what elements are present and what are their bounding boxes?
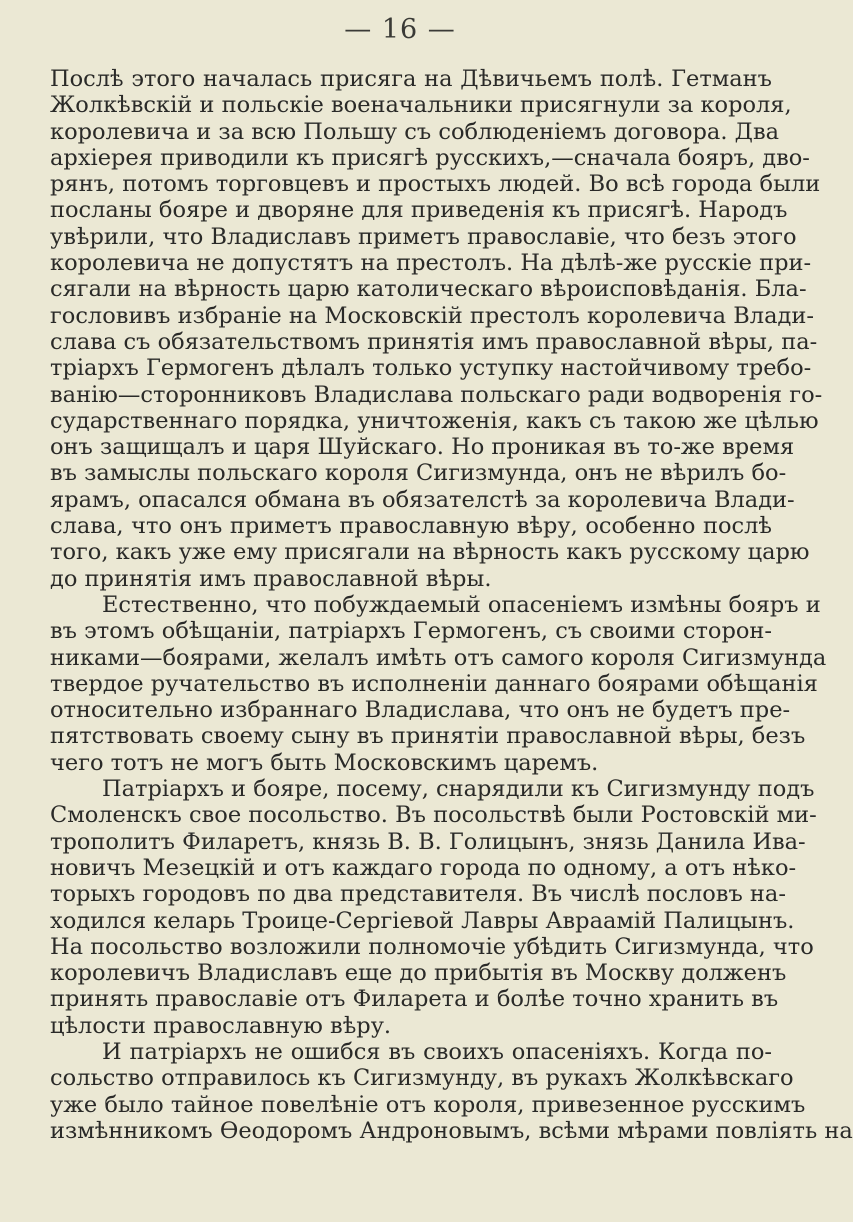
text-line: того, какъ уже ему присягали на вѣрность какъ русскому царю <box>50 539 810 566</box>
text-line: Смоленскъ свое посольство. Въ посольствѣ были Ростовскій ми- <box>50 802 817 829</box>
text-line: измѣнникомъ Ѳеодоромъ Андроновымъ, всѣми мѣрами повліять на <box>50 1117 853 1144</box>
text-line: Жолкѣвскій и польскіе военачальники присягнули за короля, <box>50 92 792 119</box>
text-line: На посольство возложили полномочіе убѣдить Сигизмунда, что <box>50 933 814 960</box>
text-line: онъ защищалъ и царя Шуйскаго. Но проникая въ то-же время <box>50 434 795 461</box>
text-line: Послѣ этого началась присяга на Дѣвичьемъ полѣ. Гетманъ <box>50 66 772 92</box>
text-line: увѣрили, что Владиславъ приметъ православіе, что безъ этого <box>50 223 797 250</box>
text-line: гословивъ избраніе на Московскій престолъ королевича Влади- <box>50 302 814 329</box>
text-line: новичъ Мезецкій и отъ каждаго города по одному, а отъ нѣко- <box>50 854 797 881</box>
page-number: — 16 — <box>344 14 456 45</box>
text-line: до принятія имъ православной вѣры. <box>50 565 492 592</box>
text-line: ходился келарь Троице-Сергіевой Лавры Авраамій Палицынъ. <box>50 907 795 934</box>
text-line: принять православіе отъ Филарета и болѣе точно хранить въ <box>50 986 779 1013</box>
paragraph <box>50 776 817 1039</box>
text-line: трополитъ Филаретъ, князь В. В. Голицынъ, знязь Данила Ива- <box>50 828 806 855</box>
text-line: архіерея приводили къ присягѣ русскихъ,—сначала бояръ, дво- <box>50 144 810 171</box>
text-line: посланы бояре и дворяне для приведенія къ присягѣ. Народъ <box>50 197 788 224</box>
text-line: твердое ручательство въ исполненіи даннаго боярами обѣщанія <box>50 670 818 697</box>
text-line: относительно избраннаго Владислава, что онъ не будетъ пре- <box>50 697 791 724</box>
paragraph <box>50 1038 853 1144</box>
text-line: торыхъ городовъ по два представителя. Въ числѣ пословъ на- <box>50 881 786 908</box>
text-line: королевича и за всю Польшу съ соблюденіемъ договора. Два <box>50 118 780 145</box>
text-line: цѣлости православную вѣру. <box>50 1012 392 1039</box>
text-line: ванію—сторонниковъ Владислава польскаго ради водворенія го- <box>50 381 823 408</box>
text-line: И патріархъ не ошибся въ своихъ опасеніяхъ. Когда по- <box>102 1038 772 1065</box>
text-line: пятствовать своему сыну въ принятіи православной вѣры, безъ <box>50 723 806 750</box>
text-line: Патріархъ и бояре, посему, снарядили къ Сигизмунду подъ <box>102 776 815 803</box>
text-line: сударственнаго порядка, уничтоженія, какъ съ такою же цѣлью <box>50 407 819 434</box>
text-line: никами—боярами, желалъ имѣть отъ самого короля Сигизмунда <box>50 644 827 671</box>
text-line: сольство отправилось къ Сигизмунду, въ рукахъ Жолкѣвскаго <box>50 1065 794 1092</box>
text-line: Естественно, что побуждаемый опасеніемъ измѣны бояръ и <box>102 591 821 618</box>
paragraph <box>50 591 827 776</box>
text-line: уже было тайное повелѣніе отъ короля, привезенное русскимъ <box>50 1091 806 1118</box>
page-text <box>50 66 853 1144</box>
text-line: чего тотъ не могъ быть Московскимъ царемъ. <box>50 749 599 776</box>
paragraph <box>50 66 823 592</box>
text-line: рянъ, потомъ торговцевъ и простыхъ людей. Во всѣ города были <box>50 171 821 198</box>
text-line: сягали на вѣрность царю католическаго вѣроисповѣданія. Бла- <box>50 276 807 303</box>
text-line: ярамъ, опасался обмана въ обязателстѣ за королевича Влади- <box>50 486 795 513</box>
text-line: королевичъ Владиславъ еще до прибытія въ Москву долженъ <box>50 960 787 987</box>
text-line: въ замыслы польскаго короля Сигизмунда, онъ не вѣрилъ бо- <box>50 460 787 487</box>
text-line: тріархъ Гермогенъ дѣлалъ только уступку настойчивому требо- <box>50 355 812 382</box>
text-line: слава, что онъ приметъ православную вѣру, особенно послѣ <box>50 513 772 540</box>
text-line: въ этомъ обѣщаніи, патріархъ Гермогенъ, съ своими сторон- <box>50 618 772 645</box>
text-line: слава съ обязательствомъ принятія имъ православной вѣры, па- <box>50 328 818 355</box>
text-line: королевича не допустятъ на престолъ. На дѣлѣ-же русскіе при- <box>50 250 812 277</box>
